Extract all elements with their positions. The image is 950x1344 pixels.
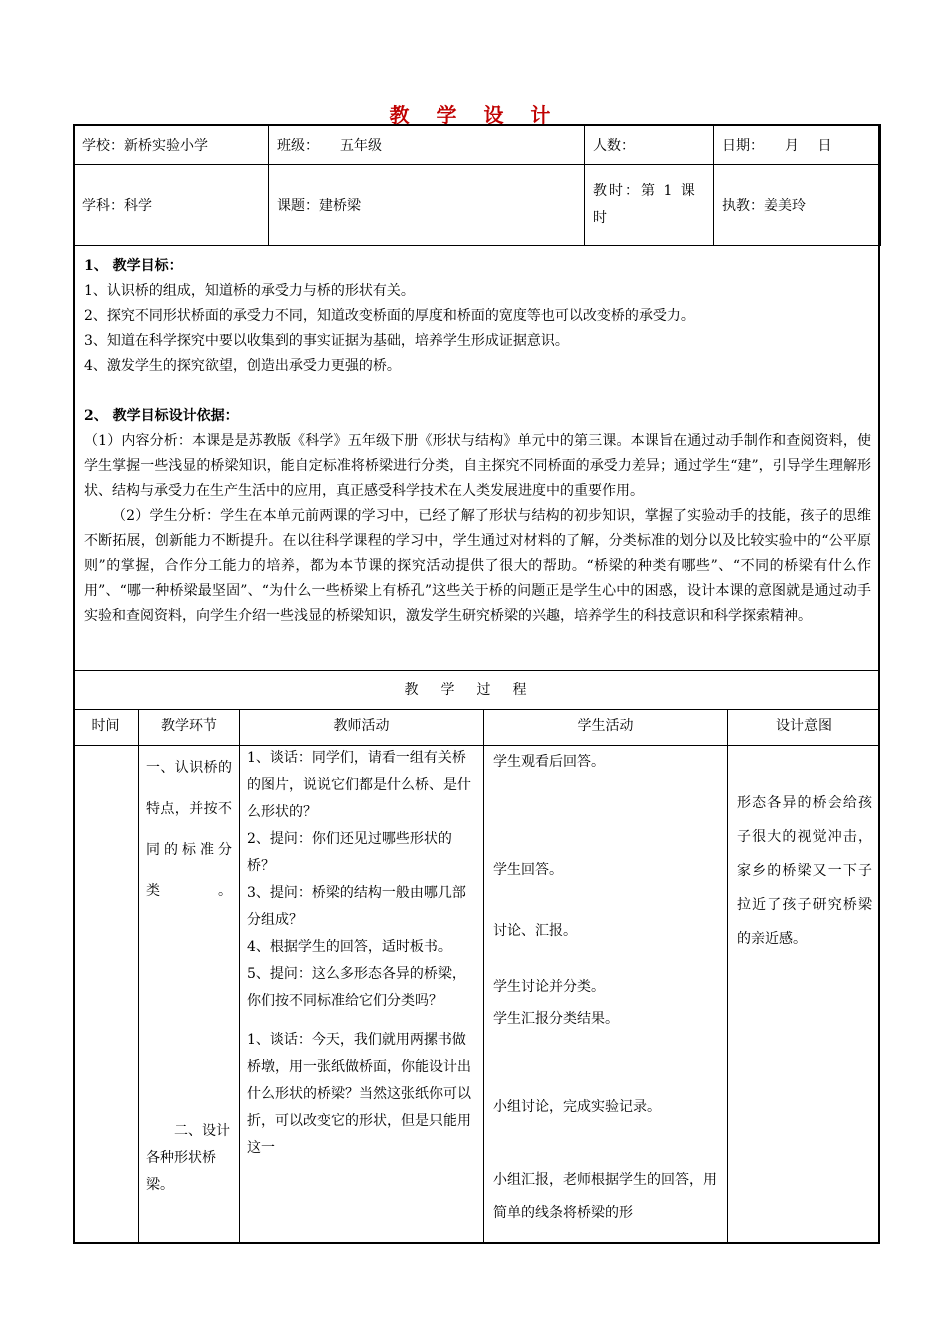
objective-item-3: 3、知道在科学探究中要以收集到的事实证据为基础，培养学生形成证据意识。 xyxy=(84,333,569,349)
date-cell: 日期： 月 日 xyxy=(714,125,881,165)
student-item-5: 学生汇报分类结果。 xyxy=(493,1011,619,1027)
basis-heading: 2、 教学目标设计依据： xyxy=(84,408,239,424)
teacher-item-2: 2、提问：你们还见过哪些形状的桥？ xyxy=(247,831,452,874)
teacher-cell: 执教：姜美玲 xyxy=(714,165,881,246)
school-cell: 学校：新桥实验小学 xyxy=(74,125,269,165)
topic-cell: 课题：建桥梁 xyxy=(269,165,585,246)
objectives-section xyxy=(73,245,880,670)
teacher-item-1: 1、谈话：同学们，请看一组有关桥的图片，说说它们都是什么桥、是什么形状的？ xyxy=(247,750,471,820)
objective-item-4: 4、激发学生的探究欲望，创造出承受力更强的桥。 xyxy=(84,358,401,374)
student-item-2: 学生回答。 xyxy=(493,862,563,878)
header-student: 学生活动 xyxy=(577,718,634,734)
stage-2-text: 二、设计各种形状桥梁。 xyxy=(146,1123,230,1193)
info-table xyxy=(73,124,881,246)
teacher-item-4: 4、根据学生的回答，适时板书。 xyxy=(247,939,452,955)
subject-cell: 学科：科学 xyxy=(74,165,269,246)
student-item-6: 小组讨论，完成实验记录。 xyxy=(493,1099,661,1115)
period-cell: 教时：第 1 课时 xyxy=(585,165,714,246)
objectives-heading: 1、 教学目标： xyxy=(84,258,183,274)
objective-item-2: 2、探究不同形状桥面的承受力不同，知道改变桥面的厚度和桥面的宽度等也可以改变桥的承受力。 xyxy=(84,308,695,324)
count-cell: 人数： xyxy=(585,125,714,165)
design-intent: 形态各异的桥会给孩子很大的视觉冲击，家乡的桥梁又一下子拉近了孩子研究桥梁的亲近感。 xyxy=(737,795,872,947)
student-analysis: （2）学生分析：学生在本单元前两课的学习中，已经了解了形状与结构的初步知识，掌握了实验动手的技能，孩子的思维不断拓展，创新能力不断提升。在以往科学课程的学习中，学生通过对材料的了解，分类标准的划分以及比较实验中的“公平原则”的掌握，合作分工能力的培养，都为本节课的探究活动提供了很大的帮助。“桥梁的种类有哪些”、“不同的桥梁有什么作用”、“哪一种桥梁最坚固”、“为什么一些桥梁上有桥孔”这些关于桥的问题正是学生心中的困惑，设计本课的意图就是通过动手实验和查阅资料，向学生介绍一些浅显的桥梁知识，激发学生研究桥梁的兴趣，培养学生的科技意识和科学探索精神。 xyxy=(84,508,871,624)
teacher-activities xyxy=(247,745,477,1162)
page-title: 教 学 设 计 xyxy=(389,103,561,127)
teacher-item-6: 1、谈话：今天，我们就用两摞书做桥墩，用一张纸做桥面，你能设计出什么形状的桥梁？当然这张纸你可以折，可以改变它的形状，但是只能用这一 xyxy=(247,1032,471,1156)
student-item-1: 学生观看后回答。 xyxy=(493,754,605,770)
header-design: 设计意图 xyxy=(776,718,832,734)
student-item-4: 学生讨论并分类。 xyxy=(493,979,605,995)
content-analysis: （1）内容分析：本课是是苏教版《科学》五年级下册《形状与结构》单元中的第三课。本课旨在通过动手制作和查阅资料，使学生掌握一些浅显的桥梁知识，能自定标准将桥梁进行分类，自主探究不同桥面的承受力差异；通过学生“建”，引导学生理解形状、结构与承受力在生产生活中的应用，真正感受科学技术在人类发展进度中的重要作用。 xyxy=(84,433,871,499)
stage-1: 一、认识桥的特点，并按不同的标准分类。 xyxy=(146,760,232,899)
objective-item-1: 1、认识桥的组成，知道桥的承受力与桥的形状有关。 xyxy=(84,283,415,299)
process-title: 教学过程 xyxy=(73,670,880,710)
header-stage: 教学环节 xyxy=(161,718,217,734)
stage-2 xyxy=(146,1118,232,1199)
header-time: 时间 xyxy=(91,718,120,734)
teacher-item-5: 5、提问：这么多形态各异的桥梁，你们按不同标准给它们分类吗？ xyxy=(247,966,466,1009)
header-teacher: 教师活动 xyxy=(333,718,390,734)
student-item-7: 小组汇报，老师根据学生的回答，用简单的线条将桥梁的形 xyxy=(493,1172,717,1221)
class-cell: 班级： 五年级 xyxy=(269,125,585,165)
teacher-item-3: 3、提问：桥梁的结构一般由哪几部分组成？ xyxy=(247,885,466,928)
student-item-3: 讨论、汇报。 xyxy=(493,923,577,939)
